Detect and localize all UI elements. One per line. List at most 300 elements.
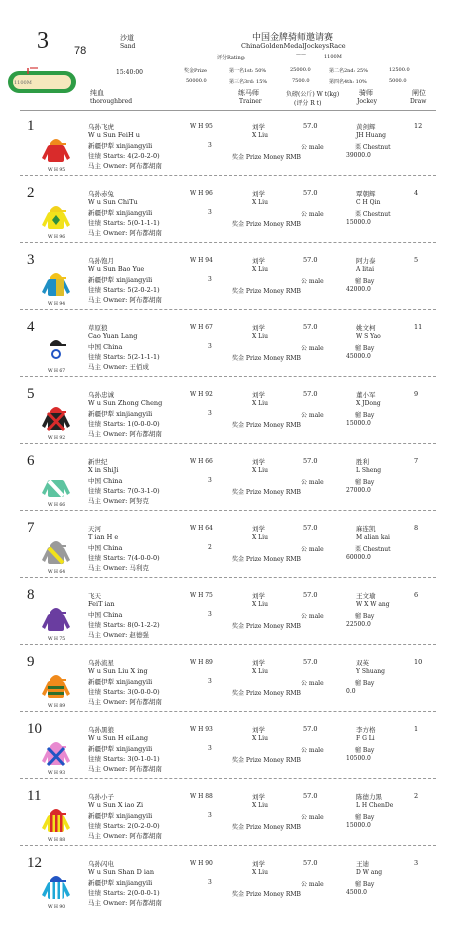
trainer-en: X Liu <box>252 266 268 273</box>
entry-divider <box>20 845 436 846</box>
horse-code: W H 67 <box>48 369 66 374</box>
horse-starts: 往绩 Starts: 7(4-0-0-0) <box>88 554 160 562</box>
trainer-cn: 刘学 <box>252 726 265 734</box>
horse-owner: 马主 Owner: 赵德强 <box>88 631 149 639</box>
horse-number: 6 <box>27 453 35 469</box>
horse-owner: 马主 Owner: 王佰成 <box>88 363 149 371</box>
horse-owner: 马主 Owner: 阿布都胡南 <box>88 698 162 706</box>
horse-code-col: W H 64 <box>190 525 213 532</box>
horse-name-cn: 天河 <box>88 525 101 533</box>
jockey-cn: 姚文柯 <box>356 324 376 332</box>
trainer-cn: 刘学 <box>252 123 265 131</box>
header-divider <box>20 110 436 111</box>
horse-name-cn: 乌孙赤兔 <box>88 190 114 198</box>
horse-starts: 往绩 Starts: 3(0-0-0-0) <box>88 688 160 696</box>
prize-money-label: 奖金 Prize Money RMB <box>232 288 301 295</box>
horse-number: 9 <box>27 654 35 670</box>
jockey-silks-icon <box>40 739 72 771</box>
horse-entry <box>0 118 450 178</box>
jockey-silks-icon <box>40 136 72 168</box>
horse-origin: 新疆伊犁 xinjiangyili <box>88 678 153 686</box>
horse-number: 11 <box>27 788 42 804</box>
jockey-silks-icon <box>40 404 72 436</box>
prize-money-value: 15000.0 <box>346 822 371 829</box>
weight: 57.0 <box>303 323 318 331</box>
jockey-en: X JDong <box>356 400 381 407</box>
horse-name-en: X in ShiJi <box>88 466 119 474</box>
col-draw-cn: 闸位 <box>412 89 426 97</box>
silk-body <box>48 346 64 363</box>
horse-age: 3 <box>208 276 212 283</box>
prize-money-value: 15000.0 <box>346 219 371 226</box>
horse-code-col: W H 75 <box>190 592 213 599</box>
horse-code-col: W H 90 <box>190 860 213 867</box>
silk-cap-peak <box>61 612 66 614</box>
trainer-cn: 刘学 <box>252 793 265 801</box>
horse-color: 骝 Bay <box>355 412 375 419</box>
horse-entry <box>0 855 450 915</box>
horse-origin: 新疆伊犁 xinjiangyili <box>88 410 153 418</box>
sex: 公 male <box>301 278 324 285</box>
horse-color: 骝 Bay <box>355 613 375 620</box>
sex: 公 male <box>301 680 324 687</box>
horse-code-col: W H 92 <box>190 391 213 398</box>
horse-code: W H 95 <box>48 168 66 173</box>
col-draw-en: Draw <box>410 98 427 105</box>
horse-code: W H 92 <box>48 436 66 441</box>
horse-code: W H 93 <box>48 771 66 776</box>
horse-entry <box>0 520 450 580</box>
horse-code: W H 88 <box>48 838 66 843</box>
jockey-cn: 阿力泰 <box>356 257 376 265</box>
horse-number: 1 <box>27 118 35 134</box>
place-1-label: 第一名1st: 50% <box>229 68 267 74</box>
horse-code: W H 94 <box>48 302 66 307</box>
race-title-en: ChinaGoldenMedalJockeysRace <box>241 42 346 50</box>
draw-number: 3 <box>414 859 419 867</box>
prize-money-value: 15000.0 <box>346 420 371 427</box>
entry-divider <box>20 510 436 511</box>
horse-entry <box>0 721 450 781</box>
silk-cap-peak <box>61 545 66 547</box>
jockey-silks-icon <box>40 873 72 905</box>
horse-entry <box>0 185 450 245</box>
silk-body <box>48 614 64 631</box>
draw-number: 9 <box>414 390 419 398</box>
race-number: 3 <box>37 28 49 54</box>
horse-origin: 新疆伊犁 xinjiangyili <box>88 745 153 753</box>
silk-cap <box>50 541 62 547</box>
horse-starts: 往绩 Starts: 5(2-1-1-1) <box>88 353 160 361</box>
trainer-en: X Liu <box>252 601 268 608</box>
sex: 公 male <box>301 747 324 754</box>
sex: 公 male <box>301 412 324 419</box>
horse-starts: 往绩 Starts: 3(0-1-0-1) <box>88 755 160 763</box>
rating-label: 评分Rating: <box>217 55 246 61</box>
entry-divider <box>20 443 436 444</box>
trainer-en: X Liu <box>252 735 268 742</box>
horse-entry <box>0 453 450 513</box>
jockey-en: M alian kai <box>356 534 390 541</box>
sex: 公 male <box>301 546 324 553</box>
sex: 公 male <box>301 613 324 620</box>
surface-cn: 沙道 <box>120 34 134 42</box>
horse-color: 骝 Bay <box>355 479 375 486</box>
jockey-en: JH Huang <box>356 132 386 139</box>
horse-code-col: W H 88 <box>190 793 213 800</box>
horse-owner: 马主 Owner: 阿布都胡南 <box>88 162 162 170</box>
jockey-silks-icon <box>40 538 72 570</box>
horse-age: 3 <box>208 745 212 752</box>
horse-owner: 马主 Owner: 马利克 <box>88 564 149 572</box>
horse-age: 3 <box>208 410 212 417</box>
horse-color: 骝 Bay <box>355 814 375 821</box>
jockey-silks-icon <box>40 337 72 369</box>
horse-owner: 马主 Owner: 阿努克 <box>88 497 149 505</box>
trainer-cn: 刘学 <box>252 391 265 399</box>
horse-code: W H 66 <box>48 503 66 508</box>
horse-origin: 新疆伊犁 xinjiangyili <box>88 879 153 887</box>
col-breed-cn: 纯血 <box>90 89 104 97</box>
place-2-amount: 12500.0 <box>389 67 410 73</box>
weight: 57.0 <box>303 189 318 197</box>
prize-money-label: 奖金 Prize Money RMB <box>232 824 301 831</box>
trainer-en: X Liu <box>252 132 268 139</box>
silk-body <box>48 145 64 162</box>
horse-name-en: FeiT ian <box>88 600 115 608</box>
horse-name-en: W u Sun X iao Zi <box>88 801 144 809</box>
col-breed-en: thoroughbred <box>90 98 133 105</box>
horse-name-cn: 乌孙忠诚 <box>88 391 114 399</box>
horse-code: W H 89 <box>48 704 66 709</box>
silk-cap-peak <box>61 344 66 346</box>
prize-money-label: 奖金 Prize Money RMB <box>232 221 301 228</box>
silk-cap-peak <box>61 813 66 815</box>
horse-code: W H 75 <box>48 637 66 642</box>
weight: 57.0 <box>303 591 318 599</box>
col-trainer-cn: 练马师 <box>238 89 259 97</box>
prize-label: 奖金Prize <box>184 68 207 74</box>
prize-money-label: 奖金 Prize Money RMB <box>232 154 301 161</box>
horse-starts: 往绩 Starts: 1(0-0-0-0) <box>88 420 160 428</box>
horse-age: 2 <box>208 544 212 551</box>
jockey-silks-icon <box>40 203 72 235</box>
silk-cap-peak <box>61 880 66 882</box>
horse-owner: 马主 Owner: 阿布都胡南 <box>88 229 162 237</box>
entry-divider <box>20 242 436 243</box>
horse-owner: 马主 Owner: 阿布都胡南 <box>88 832 162 840</box>
horse-entry <box>0 654 450 714</box>
entry-divider <box>20 175 436 176</box>
jockey-cn: 董小军 <box>356 391 376 399</box>
silk-cap <box>50 340 62 346</box>
trainer-en: X Liu <box>252 400 268 407</box>
horse-code-col: W H 96 <box>190 190 213 197</box>
draw-number: 5 <box>414 256 419 264</box>
sex: 公 male <box>301 144 324 151</box>
jockey-cn: 麻连凯 <box>356 525 376 533</box>
horse-code-col: W H 89 <box>190 659 213 666</box>
draw-number: 2 <box>414 792 419 800</box>
horse-owner: 马主 Owner: 阿布都胡南 <box>88 765 162 773</box>
silk-body <box>48 681 64 698</box>
horse-number: 8 <box>27 587 35 603</box>
horse-code-col: W H 66 <box>190 458 213 465</box>
horse-code-col: W H 95 <box>190 123 213 130</box>
prize-money-value: 4500.0 <box>346 889 367 896</box>
horse-name-cn: 乌孙饱月 <box>88 257 114 265</box>
trainer-en: X Liu <box>252 333 268 340</box>
horse-number: 7 <box>27 520 35 536</box>
place-4-amount: 5000.0 <box>389 78 407 84</box>
place-2-label: 第二名2nd: 25% <box>329 68 368 74</box>
horse-starts: 往绩 Starts: 2(0-2-0-0) <box>88 822 160 830</box>
jockey-en: W X W ang <box>356 601 390 608</box>
horse-age: 3 <box>208 611 212 618</box>
horse-starts: 往绩 Starts: 5(2-0-2-1) <box>88 286 160 294</box>
horse-code: W H 64 <box>48 570 66 575</box>
horse-name-cn: 飞天 <box>88 592 101 600</box>
horse-name-en: W u Sun H eiLang <box>88 734 149 742</box>
horse-name-en: W u Sun Bao Yue <box>88 265 145 273</box>
horse-starts: 往绩 Starts: 2(0-0-0-1) <box>88 889 160 897</box>
prize-total: 50000.0 <box>186 78 207 84</box>
weight: 57.0 <box>303 524 318 532</box>
trainer-cn: 刘学 <box>252 458 265 466</box>
jockey-en: L Sheng <box>356 467 382 474</box>
jockey-cn: 胜利 <box>356 458 369 466</box>
silk-cap <box>50 474 62 480</box>
prize-money-value: 0.0 <box>346 688 356 695</box>
horse-number: 3 <box>27 252 35 268</box>
trainer-cn: 刘学 <box>252 324 265 332</box>
entry-divider <box>20 577 436 578</box>
weight: 57.0 <box>303 725 318 733</box>
prize-money-value: 27000.0 <box>346 487 371 494</box>
horse-starts: 往绩 Starts: 7(0-3-1-0) <box>88 487 160 495</box>
horse-number: 10 <box>27 721 42 737</box>
jockey-cn: 陈德力黑 <box>356 793 382 801</box>
draw-number: 10 <box>414 658 423 666</box>
horse-number: 4 <box>27 319 35 335</box>
horse-code-col: W H 94 <box>190 257 213 264</box>
silk-cap <box>50 809 62 815</box>
sex: 公 male <box>301 345 324 352</box>
horse-origin: 中国 China <box>88 477 123 485</box>
jockey-cn: 黄剑辉 <box>356 123 376 131</box>
silk-cap-peak <box>61 277 66 279</box>
prize-money-label: 奖金 Prize Money RMB <box>232 489 301 496</box>
distance-value: 1100M <box>324 54 342 60</box>
horse-owner: 马主 Owner: 阿布都胡南 <box>88 296 162 304</box>
silk-cap <box>50 876 62 882</box>
col-weight-en: (评分 R t) <box>294 100 322 107</box>
horse-age: 3 <box>208 142 212 149</box>
trainer-en: X Liu <box>252 199 268 206</box>
jockey-cn: 李方格 <box>356 726 376 734</box>
horse-color: 骝 Bay <box>355 680 375 687</box>
weight: 57.0 <box>303 256 318 264</box>
entry-divider <box>20 309 436 310</box>
prize-money-label: 奖金 Prize Money RMB <box>232 757 301 764</box>
col-jockey-en: Jockey <box>357 98 377 105</box>
horse-starts: 往绩 Starts: 8(0-1-2-2) <box>88 621 160 629</box>
sex: 公 male <box>301 814 324 821</box>
horse-entry <box>0 587 450 647</box>
jockey-en: F G Li <box>356 735 375 742</box>
jockey-silks-icon <box>40 605 72 637</box>
horse-origin: 中国 China <box>88 611 123 619</box>
trainer-en: X Liu <box>252 802 268 809</box>
horse-starts: 往绩 Starts: 5(0-1-1-1) <box>88 219 160 227</box>
prize-money-label: 奖金 Prize Money RMB <box>232 891 301 898</box>
trainer-cn: 刘学 <box>252 592 265 600</box>
jockey-cn: 覃朝辉 <box>356 190 376 198</box>
horse-name-en: W u Sun ChiTu <box>88 198 138 206</box>
horse-color: 栗 Chestnut <box>355 144 391 151</box>
horse-age: 3 <box>208 343 212 350</box>
silk-cap-peak <box>61 478 66 480</box>
horse-name-en: T ian H e <box>88 533 119 541</box>
horse-name-cn: 草原狼 <box>88 324 108 332</box>
distance-label: 78 <box>74 45 87 57</box>
jockey-silks-icon <box>40 270 72 302</box>
trainer-cn: 刘学 <box>252 659 265 667</box>
horse-starts: 往绩 Starts: 4(2-0-2-0) <box>88 152 160 160</box>
weight: 57.0 <box>303 792 318 800</box>
trainer-cn: 刘学 <box>252 860 265 868</box>
horse-code-col: W H 67 <box>190 324 213 331</box>
silk-cap-peak <box>61 143 66 145</box>
jockey-cn: 王迪 <box>356 860 369 868</box>
prize-money-value: 42000.0 <box>346 286 371 293</box>
jockey-en: Y Shuang <box>356 668 385 675</box>
horse-owner: 马主 Owner: 阿布都胡南 <box>88 430 162 438</box>
horse-name-en: Cao Yuan Lang <box>88 332 138 340</box>
jockey-silks-icon <box>40 471 72 503</box>
horse-code: W H 96 <box>48 235 66 240</box>
track-distance-label: 1100M <box>14 80 32 86</box>
rating-dash: —— <box>296 52 306 58</box>
horse-owner: 马主 Owner: 阿布都胡南 <box>88 899 162 907</box>
horse-number: 2 <box>27 185 35 201</box>
prize-money-label: 奖金 Prize Money RMB <box>232 623 301 630</box>
horse-entry <box>0 386 450 446</box>
entry-divider <box>20 778 436 779</box>
horse-origin: 新疆伊犁 xinjiangyili <box>88 209 153 217</box>
prize-money-value: 60000.0 <box>346 554 371 561</box>
col-weight-cn: 负磅(公斤) W t(kg) <box>286 91 340 98</box>
draw-number: 11 <box>414 323 423 331</box>
horse-age: 3 <box>208 477 212 484</box>
silk-cap <box>50 742 62 748</box>
silk-cap <box>50 608 62 614</box>
weight: 57.0 <box>303 457 318 465</box>
prize-money-label: 奖金 Prize Money RMB <box>232 556 301 563</box>
horse-age: 3 <box>208 209 212 216</box>
prize-money-value: 10500.0 <box>346 755 371 762</box>
horse-name-en: W u Sun FeiH u <box>88 131 140 139</box>
sex: 公 male <box>301 211 324 218</box>
silk-cap-peak <box>61 210 66 212</box>
col-jockey-cn: 骑师 <box>359 89 373 97</box>
weight: 57.0 <box>303 122 318 130</box>
horse-origin: 中国 China <box>88 544 123 552</box>
weight: 57.0 <box>303 390 318 398</box>
prize-money-value: 39000.0 <box>346 152 371 159</box>
sex: 公 male <box>301 479 324 486</box>
trainer-en: X Liu <box>252 668 268 675</box>
prize-money-value: 22500.0 <box>346 621 371 628</box>
horse-origin: 新疆伊犁 xinjiangyili <box>88 142 153 150</box>
horse-entry <box>0 319 450 379</box>
silk-cap <box>50 139 62 145</box>
horse-name-cn: 乌孙黑狼 <box>88 726 114 734</box>
trainer-cn: 刘学 <box>252 525 265 533</box>
jockey-silks-icon <box>40 806 72 838</box>
jockey-en: W S Yao <box>356 333 381 340</box>
col-trainer-en: Trainer <box>239 98 262 105</box>
horse-color: 栗 Chestnut <box>355 211 391 218</box>
trainer-cn: 刘学 <box>252 190 265 198</box>
horse-name-cn: 乌孙飞虎 <box>88 123 114 131</box>
silk-cap <box>50 206 62 212</box>
trainer-en: X Liu <box>252 467 268 474</box>
horse-age: 3 <box>208 812 212 819</box>
race-title-cn: 中国金牌骑师邀请赛 <box>252 33 334 43</box>
horse-name-en: W u Sun Shan D ian <box>88 868 155 876</box>
horse-name-cn: 乌孙闪电 <box>88 860 114 868</box>
horse-origin: 新疆伊犁 xinjiangyili <box>88 276 153 284</box>
jockey-en: L H ChenDe <box>356 802 394 809</box>
jockey-en: D W ang <box>356 869 383 876</box>
place-3-amount: 7500.0 <box>292 78 310 84</box>
horse-age: 3 <box>208 879 212 886</box>
silk-cap <box>50 675 62 681</box>
prize-money-label: 奖金 Prize Money RMB <box>232 355 301 362</box>
trainer-cn: 刘学 <box>252 257 265 265</box>
jockey-en: C H Qin <box>356 199 381 206</box>
jockey-silks-icon <box>40 672 72 704</box>
horse-name-cn: 乌孙小子 <box>88 793 114 801</box>
horse-code-col: W H 93 <box>190 726 213 733</box>
trainer-en: X Liu <box>252 869 268 876</box>
jockey-cn: 王文瑜 <box>356 592 376 600</box>
horse-code: W H 90 <box>48 905 66 910</box>
horse-name-cn: 乌孙流星 <box>88 659 114 667</box>
weight: 57.0 <box>303 859 318 867</box>
horse-origin: 中国 China <box>88 343 123 351</box>
horse-color: 骝 Bay <box>355 881 375 888</box>
weight: 57.0 <box>303 658 318 666</box>
entry-divider <box>20 376 436 377</box>
prize-money-label: 奖金 Prize Money RMB <box>232 690 301 697</box>
sex: 公 male <box>301 881 324 888</box>
prize-money-label: 奖金 Prize Money RMB <box>232 422 301 429</box>
entry-divider <box>20 644 436 645</box>
silk-cap <box>50 273 62 279</box>
draw-number: 7 <box>414 457 419 465</box>
place-4-label: 第四名4th: 10% <box>329 79 367 85</box>
horse-name-en: W u Sun Liu X ing <box>88 667 148 675</box>
horse-name-cn: 新世纪 <box>88 458 108 466</box>
silk-cap-peak <box>61 679 66 681</box>
place-3-label: 第三名3rd: 15% <box>229 79 268 85</box>
surface-en: Sand <box>120 43 136 50</box>
horse-number: 5 <box>27 386 35 402</box>
jockey-cn: 双英 <box>356 659 369 667</box>
draw-number: 8 <box>414 524 419 532</box>
